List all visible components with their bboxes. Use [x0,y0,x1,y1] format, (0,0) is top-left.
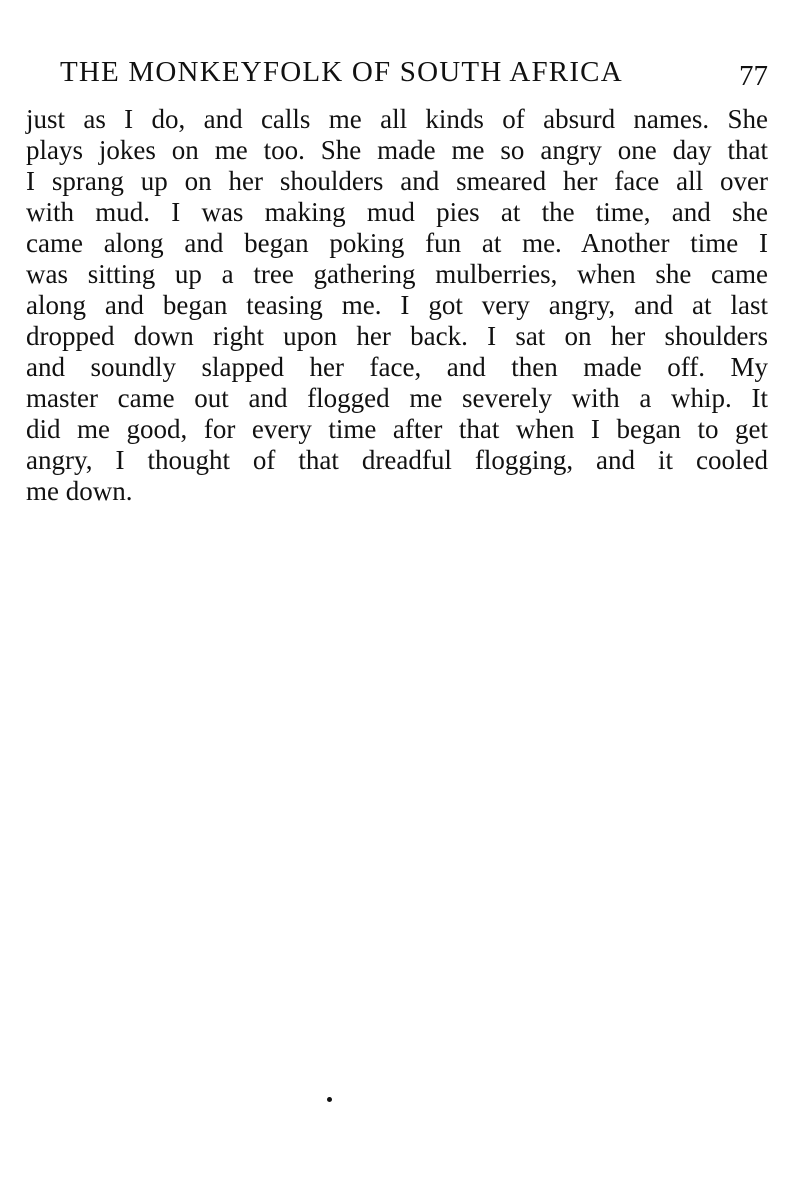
text-line-last: me down. [26,476,133,506]
text-line: master came out and flogged me severely with a whip. It [26,383,768,413]
text-line: I sprang up on her shoulders and smeared her face all over [26,166,768,196]
text-line: along and began teasing me. I got very angry, and at last [26,290,768,320]
text-line: came along and began poking fun at me. Another time I [26,228,768,258]
text-line: and soundly slapped her face, and then made off. My [26,352,768,382]
text-line: angry, I thought of that dreadful flogging, and it cooled [26,445,768,475]
text-line: did me good, for every time after that when I began to get [26,414,768,444]
text-line: just as I do, and calls me all kinds of absurd names. She [26,104,768,134]
text-line: with mud. I was making mud pies at the time, and she [26,197,768,227]
text-line: was sitting up a tree gathering mulberries, when she came [26,259,768,289]
text-line: dropped down right upon her back. I sat on her shoulders [26,321,768,351]
page-number: 77 [739,60,768,92]
body-paragraph [26,104,768,507]
running-header [60,52,770,96]
ink-dot-mark [327,1097,332,1102]
text-line: plays jokes on me too. She made me so angry one day that [26,135,768,165]
running-title: THE MONKEYFOLK OF SOUTH AFRICA [60,56,623,88]
